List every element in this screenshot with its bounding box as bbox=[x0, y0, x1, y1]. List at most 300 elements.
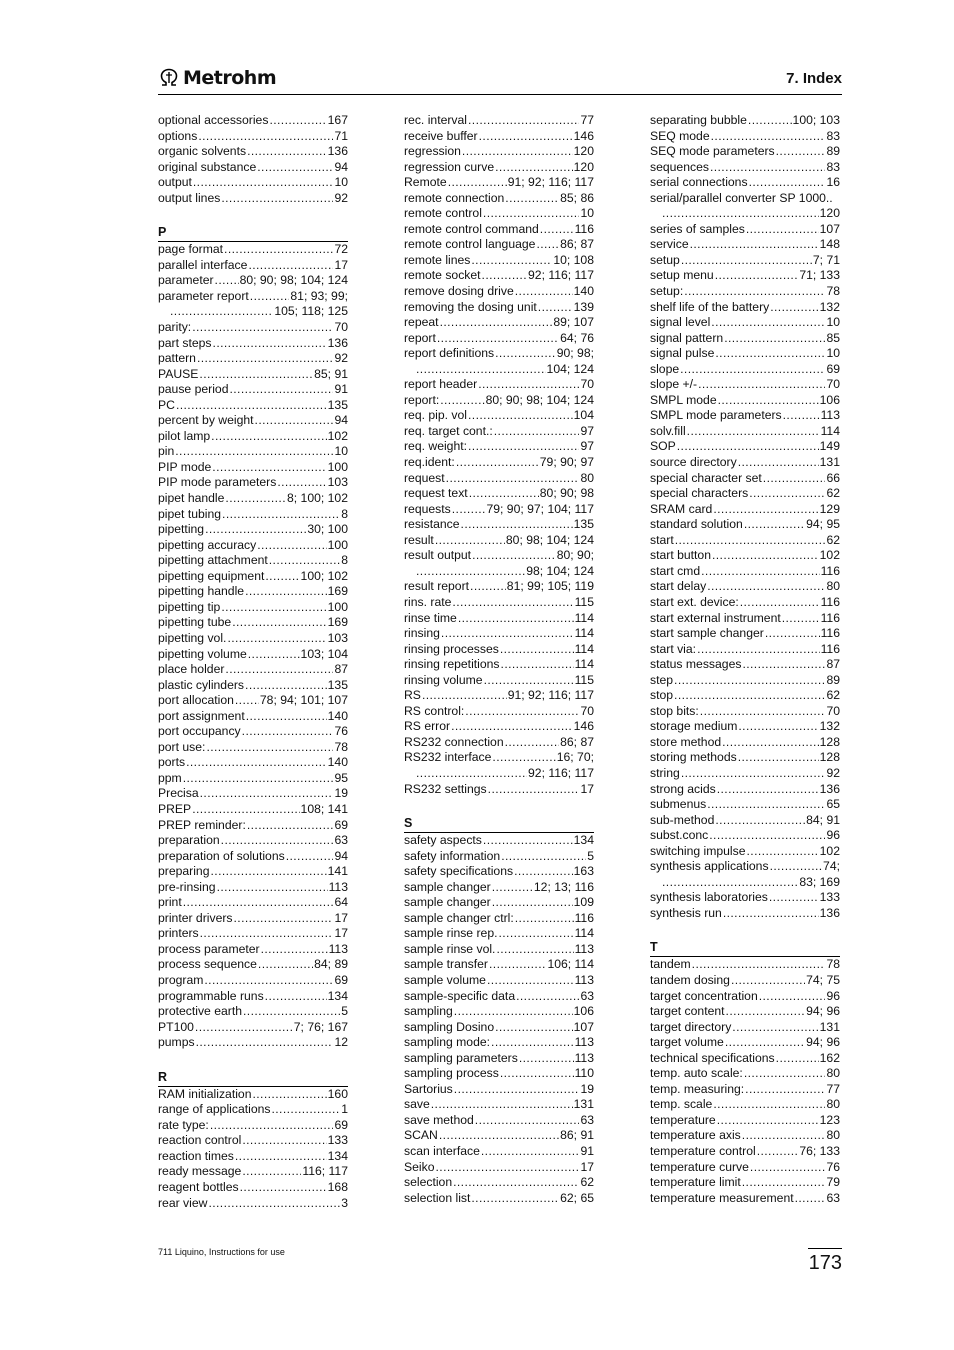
index-entry bbox=[404, 331, 594, 347]
index-term: sampling Dosino bbox=[404, 1019, 495, 1034]
index-entry bbox=[650, 1097, 840, 1113]
index-entry bbox=[404, 144, 594, 160]
index-page-refs: 94; 96 bbox=[806, 1004, 840, 1019]
index-term: synthesis applications bbox=[650, 859, 769, 874]
index-term: printer drivers bbox=[158, 910, 233, 925]
index-term: tandem bbox=[650, 957, 691, 972]
index-page-refs: 10 bbox=[334, 175, 348, 190]
index-page-refs: 94 bbox=[334, 413, 348, 428]
index-entry bbox=[404, 1097, 594, 1113]
index-entry bbox=[650, 346, 840, 362]
index-term: start cmd bbox=[650, 563, 701, 578]
dot-leader bbox=[431, 1097, 573, 1113]
index-entry bbox=[158, 491, 348, 507]
index-term: sampling mode: bbox=[404, 1035, 491, 1050]
index-term: pilot lamp bbox=[158, 428, 211, 443]
dot-leader bbox=[475, 1113, 580, 1129]
index-entry bbox=[404, 377, 594, 393]
index-entry bbox=[404, 833, 594, 849]
index-page-refs: 17 bbox=[334, 910, 348, 925]
index-term: subst.conc bbox=[650, 828, 709, 843]
index-page-refs: 89 bbox=[826, 144, 840, 159]
index-page-refs: 134 bbox=[327, 988, 348, 1003]
index-entry bbox=[650, 859, 840, 875]
index-entry bbox=[650, 1113, 840, 1129]
dot-leader bbox=[245, 678, 327, 694]
dot-leader bbox=[183, 771, 334, 787]
index-term: rear view bbox=[158, 1195, 208, 1210]
index-term: result report bbox=[404, 579, 470, 594]
index-entry bbox=[650, 160, 840, 176]
index-entry bbox=[158, 584, 348, 600]
index-page-refs: 89 bbox=[826, 672, 840, 687]
index-entry bbox=[158, 242, 348, 258]
index-entry bbox=[158, 678, 348, 694]
index-term: safety specifications bbox=[404, 864, 514, 879]
dot-leader bbox=[176, 398, 327, 414]
dot-leader bbox=[675, 533, 826, 549]
index-term: RAM initialization bbox=[158, 1086, 252, 1101]
index-entry bbox=[650, 735, 840, 751]
index-entry bbox=[404, 300, 594, 316]
index-entry bbox=[158, 802, 348, 818]
dot-leader bbox=[684, 284, 825, 300]
index-entry bbox=[404, 408, 594, 424]
index-page-refs: 66 bbox=[826, 470, 840, 485]
dot-leader bbox=[462, 144, 573, 160]
index-entry bbox=[404, 533, 594, 549]
index-page-refs: 136 bbox=[327, 335, 348, 350]
index-term: result output bbox=[404, 548, 472, 563]
dot-leader bbox=[514, 864, 573, 880]
dot-leader bbox=[495, 160, 573, 176]
index-entry bbox=[650, 222, 840, 238]
index-page-refs: 169 bbox=[327, 615, 348, 630]
index-page-refs: 108; 141 bbox=[300, 801, 348, 816]
index-entry bbox=[158, 1180, 348, 1196]
index-page-refs: 78 bbox=[826, 284, 840, 299]
index-term: sequences bbox=[650, 159, 709, 174]
index-term: ready message bbox=[158, 1164, 242, 1179]
dot-leader bbox=[439, 1128, 559, 1144]
index-page-refs: 71 bbox=[334, 128, 348, 143]
dot-leader bbox=[489, 957, 546, 973]
dot-leader bbox=[690, 237, 819, 253]
index-page-refs: 86; 91 bbox=[560, 1128, 594, 1143]
dot-leader bbox=[662, 206, 819, 222]
index-entry bbox=[650, 766, 840, 782]
index-page-refs: 95 bbox=[334, 770, 348, 785]
index-page-refs: 78; 94; 101; 107 bbox=[259, 693, 348, 708]
index-page-refs: 17 bbox=[334, 257, 348, 272]
index-page-refs: 114 bbox=[574, 641, 594, 656]
index-entry bbox=[404, 973, 594, 989]
index-term: PT100 bbox=[158, 1019, 194, 1034]
index-term: start external instrument bbox=[650, 610, 781, 625]
index-entry bbox=[404, 611, 594, 627]
index-entry-continuation bbox=[158, 304, 348, 320]
index-entry bbox=[158, 553, 348, 569]
dot-leader bbox=[494, 424, 580, 440]
index-page-refs: 149 bbox=[819, 439, 840, 454]
index-page-refs: 163 bbox=[573, 864, 594, 879]
index-page-refs: 115 bbox=[574, 672, 594, 687]
dot-leader bbox=[422, 688, 507, 704]
dot-leader bbox=[232, 615, 326, 631]
index-entry bbox=[404, 895, 594, 911]
dot-leader bbox=[200, 786, 334, 802]
dot-leader bbox=[225, 491, 286, 507]
index-page-refs: 113 bbox=[574, 1050, 594, 1065]
index-term: remote control language bbox=[404, 237, 536, 252]
index-page-refs: 106 bbox=[573, 1004, 594, 1019]
dot-leader bbox=[505, 191, 559, 207]
index-column-3 bbox=[650, 113, 840, 1206]
index-term: pipetting bbox=[158, 522, 205, 537]
index-entry bbox=[404, 455, 594, 471]
dot-leader bbox=[681, 253, 812, 269]
index-entry bbox=[404, 502, 594, 518]
index-entry bbox=[404, 1082, 594, 1098]
index-term: switching impulse bbox=[650, 843, 746, 858]
dot-leader bbox=[224, 242, 333, 258]
index-entry bbox=[158, 662, 348, 678]
index-term: sampling parameters bbox=[404, 1050, 518, 1065]
index-term: RS control: bbox=[404, 703, 465, 718]
index-term: SMPL mode bbox=[650, 392, 717, 407]
dot-leader bbox=[674, 673, 825, 689]
index-term: pause period bbox=[158, 382, 229, 397]
dot-leader bbox=[498, 926, 573, 942]
index-page-refs: 103 bbox=[327, 475, 348, 490]
index-term: service bbox=[650, 237, 689, 252]
dot-leader bbox=[435, 533, 505, 549]
index-page-refs: 77 bbox=[826, 1081, 840, 1096]
index-entry bbox=[158, 129, 348, 145]
dot-leader bbox=[210, 1118, 334, 1134]
index-page-refs: 91 bbox=[334, 382, 348, 397]
dot-leader bbox=[416, 362, 546, 378]
dot-leader bbox=[711, 129, 826, 145]
index-page-refs: 80 bbox=[826, 1097, 840, 1112]
index-page-refs: 3 bbox=[341, 1195, 348, 1210]
dot-leader bbox=[458, 611, 574, 627]
index-column-1 bbox=[158, 113, 348, 1211]
index-term: req. weight: bbox=[404, 439, 468, 454]
index-entry-continuation bbox=[404, 362, 594, 378]
index-term: serial/parallel converter SP 1000.. bbox=[650, 190, 833, 205]
dot-leader bbox=[215, 273, 239, 289]
dot-leader bbox=[776, 1051, 819, 1067]
dot-leader bbox=[437, 331, 559, 347]
index-page-refs: 114 bbox=[574, 926, 594, 941]
index-page-refs: 136 bbox=[819, 781, 840, 796]
index-page-refs: 120 bbox=[573, 159, 594, 174]
index-page-refs: 116 bbox=[820, 563, 840, 578]
index-term: rinsing repetitions bbox=[404, 657, 500, 672]
index-page-refs: 30; 100 bbox=[307, 522, 348, 537]
index-entry bbox=[158, 786, 348, 802]
index-term: start ext. device: bbox=[650, 594, 739, 609]
index-page-refs: 72 bbox=[334, 242, 348, 257]
index-term: setup bbox=[650, 252, 680, 267]
index-page-refs: 69 bbox=[334, 972, 348, 987]
index-page-refs: 17 bbox=[580, 1159, 594, 1174]
brand-logo bbox=[158, 64, 276, 92]
dot-leader bbox=[465, 704, 579, 720]
index-page-refs: 98; 104; 124 bbox=[526, 563, 594, 578]
index-entry-continuation bbox=[650, 875, 840, 891]
index-term: PIP mode bbox=[158, 459, 212, 474]
dot-leader bbox=[742, 1175, 826, 1191]
index-page-refs: 120 bbox=[573, 144, 594, 159]
dot-leader bbox=[715, 813, 805, 829]
index-entry bbox=[158, 926, 348, 942]
index-page-refs: 141 bbox=[327, 864, 348, 879]
index-letter-heading: P bbox=[158, 225, 348, 242]
index-entry bbox=[650, 284, 840, 300]
index-term: report: bbox=[404, 392, 440, 407]
index-term: port allocation bbox=[158, 693, 234, 708]
dot-leader bbox=[225, 662, 333, 678]
index-term: slope bbox=[650, 361, 680, 376]
dot-leader bbox=[441, 626, 574, 642]
index-page-refs: 74; bbox=[823, 859, 840, 874]
index-term: resistance bbox=[404, 517, 460, 532]
index-entry bbox=[404, 849, 594, 865]
index-term: SOP bbox=[650, 439, 676, 454]
index-page-refs: 62 bbox=[580, 1175, 594, 1190]
dot-leader bbox=[257, 538, 326, 554]
dot-leader bbox=[212, 460, 326, 476]
index-term: req. target cont.: bbox=[404, 423, 493, 438]
index-page-refs: 110 bbox=[574, 1066, 594, 1081]
dot-leader bbox=[229, 382, 333, 398]
dot-leader bbox=[488, 782, 580, 798]
index-page-refs: 84; 91 bbox=[806, 812, 840, 827]
section-title: 7. Index bbox=[786, 70, 842, 87]
index-page-refs: 146 bbox=[573, 719, 594, 734]
index-entry bbox=[404, 1066, 594, 1082]
index-entry bbox=[158, 911, 348, 927]
index-entry bbox=[404, 911, 594, 927]
index-entry bbox=[404, 439, 594, 455]
index-page-refs: 103; 104 bbox=[300, 646, 348, 661]
dot-leader bbox=[479, 129, 573, 145]
dot-leader bbox=[183, 895, 334, 911]
dot-leader bbox=[770, 300, 818, 316]
index-entry bbox=[650, 595, 840, 611]
dot-leader bbox=[484, 673, 574, 689]
index-entry bbox=[158, 160, 348, 176]
index-entry bbox=[650, 828, 840, 844]
index-page-refs: 116 bbox=[820, 610, 840, 625]
index-entry bbox=[650, 1175, 840, 1191]
index-term: reaction times bbox=[158, 1148, 234, 1163]
index-entry bbox=[404, 548, 594, 564]
index-entry bbox=[158, 957, 348, 973]
index-term: RS232 interface bbox=[404, 750, 492, 765]
index-term: regression curve bbox=[404, 159, 495, 174]
index-page-refs: 128 bbox=[819, 750, 840, 765]
index-page-refs: 114 bbox=[574, 657, 594, 672]
dot-leader bbox=[235, 1149, 327, 1165]
index-page-refs: 114 bbox=[574, 626, 594, 641]
index-page-refs: 92 bbox=[334, 190, 348, 205]
index-page-refs: 62; 65 bbox=[560, 1190, 594, 1205]
index-term: output bbox=[158, 175, 192, 190]
index-term: PAUSE bbox=[158, 366, 199, 381]
index-term: safety aspects bbox=[404, 833, 482, 848]
dot-leader bbox=[199, 367, 313, 383]
index-term: report definitions bbox=[404, 346, 495, 361]
index-entry bbox=[650, 1160, 840, 1176]
index-term: process sequence bbox=[158, 957, 257, 972]
index-term: result bbox=[404, 532, 434, 547]
index-term: pattern bbox=[158, 351, 196, 366]
index-entry bbox=[158, 320, 348, 336]
index-entry bbox=[404, 129, 594, 145]
dot-leader bbox=[277, 475, 326, 491]
index-entry bbox=[158, 1035, 348, 1051]
index-term: temp. measuring: bbox=[650, 1081, 745, 1096]
index-entry bbox=[404, 673, 594, 689]
dot-leader bbox=[221, 191, 333, 207]
index-term: pipetting tip bbox=[158, 599, 221, 614]
dot-leader bbox=[208, 1196, 340, 1212]
index-term: rinse time bbox=[404, 610, 457, 625]
index-term: repeat bbox=[404, 315, 439, 330]
dot-leader bbox=[536, 237, 559, 253]
dot-leader bbox=[235, 693, 259, 709]
index-page-refs: 140 bbox=[573, 284, 594, 299]
index-entry bbox=[404, 315, 594, 331]
dot-leader bbox=[217, 880, 328, 896]
index-term: strong acids bbox=[650, 781, 716, 796]
index-entry bbox=[650, 548, 840, 564]
index-entry bbox=[650, 813, 840, 829]
index-entry bbox=[650, 175, 840, 191]
index-page-refs: 63 bbox=[334, 833, 348, 848]
index-term: submenus bbox=[650, 797, 707, 812]
index-term: rinsing bbox=[404, 626, 440, 641]
index-page-refs: 97 bbox=[580, 439, 594, 454]
index-page-refs: 86; 87 bbox=[560, 237, 594, 252]
index-term: rec. interval bbox=[404, 113, 467, 127]
index-page-refs: 74; 75 bbox=[806, 972, 840, 987]
index-term: protective earth bbox=[158, 1004, 243, 1019]
index-page-refs: 70 bbox=[826, 377, 840, 392]
index-entry bbox=[404, 782, 594, 798]
index-page-refs: 80 bbox=[826, 1128, 840, 1143]
index-page-refs: 136 bbox=[327, 144, 348, 159]
index-page-refs: 132 bbox=[819, 299, 840, 314]
dot-leader bbox=[769, 890, 819, 906]
index-entry bbox=[650, 1082, 840, 1098]
dot-leader bbox=[468, 439, 579, 455]
dot-leader bbox=[492, 750, 555, 766]
index-page-refs: 16 bbox=[826, 175, 840, 190]
index-term: place holder bbox=[158, 662, 225, 677]
index-page-refs: 69 bbox=[826, 361, 840, 376]
index-entry bbox=[404, 175, 594, 191]
index-page-refs: 16; 70; bbox=[556, 750, 594, 765]
index-term: PREP reminder: bbox=[158, 817, 246, 832]
index-term: stop bits: bbox=[650, 703, 699, 718]
dot-leader bbox=[265, 989, 327, 1005]
index-term: source directory bbox=[650, 455, 737, 470]
index-term: port use: bbox=[158, 739, 206, 754]
index-term: report bbox=[404, 330, 436, 345]
index-term: technical specifications bbox=[650, 1050, 775, 1065]
index-page-refs: 100 bbox=[327, 459, 348, 474]
index-term: storage medium bbox=[650, 719, 738, 734]
index-entry bbox=[158, 989, 348, 1005]
dot-leader bbox=[195, 1020, 293, 1036]
dot-leader bbox=[211, 864, 327, 880]
dot-leader bbox=[763, 471, 826, 487]
index-term: remote connection bbox=[404, 190, 505, 205]
dot-leader bbox=[765, 626, 820, 642]
index-page-refs: 131 bbox=[573, 1097, 594, 1112]
index-page-refs: 81; 93; 99; bbox=[290, 288, 348, 303]
index-page-refs: 89; 107 bbox=[553, 315, 594, 330]
index-page-refs: 90; 98; bbox=[556, 346, 594, 361]
index-page-refs: 83 bbox=[826, 128, 840, 143]
index-entry bbox=[650, 564, 840, 580]
index-page-refs: 12 bbox=[334, 1035, 348, 1050]
dot-leader bbox=[470, 579, 506, 595]
dot-leader bbox=[662, 875, 798, 891]
dot-leader bbox=[234, 911, 334, 927]
dot-leader bbox=[258, 957, 313, 973]
index-term: temperature bbox=[650, 1112, 716, 1127]
index-page-refs: 92; 116; 117 bbox=[528, 765, 594, 780]
index-entry bbox=[650, 1066, 840, 1082]
index-page-refs: 63 bbox=[826, 1190, 840, 1205]
dot-leader bbox=[515, 911, 574, 927]
index-term: req. pip. vol bbox=[404, 408, 468, 423]
dot-leader bbox=[453, 1175, 579, 1191]
index-term: remove dosing drive bbox=[404, 284, 514, 299]
index-entry bbox=[650, 424, 840, 440]
dot-leader bbox=[713, 502, 818, 518]
index-term: remote lines bbox=[404, 252, 471, 267]
index-page-refs: 83 bbox=[826, 159, 840, 174]
index-term: standard solution bbox=[650, 517, 743, 532]
index-entry bbox=[650, 1191, 840, 1207]
dot-leader bbox=[713, 1097, 825, 1113]
index-term: optional accessories bbox=[158, 113, 269, 127]
dot-leader bbox=[471, 253, 552, 269]
dot-leader bbox=[776, 144, 826, 160]
dot-leader bbox=[687, 424, 820, 440]
index-entry bbox=[404, 206, 594, 222]
dot-leader bbox=[271, 1102, 340, 1118]
index-page-refs: 116 bbox=[574, 221, 594, 236]
index-entry bbox=[158, 522, 348, 538]
index-entry bbox=[158, 175, 348, 191]
index-term: RS232 connection bbox=[404, 734, 504, 749]
index-term: PREP bbox=[158, 801, 192, 816]
index-page-refs: 148 bbox=[819, 237, 840, 252]
dot-leader bbox=[197, 351, 333, 367]
index-term: rins. rate bbox=[404, 594, 452, 609]
index-page-refs: 5 bbox=[341, 1004, 348, 1019]
index-term: sample transfer bbox=[404, 957, 488, 972]
index-term: pipetting volume bbox=[158, 646, 247, 661]
index-entry bbox=[650, 439, 840, 455]
